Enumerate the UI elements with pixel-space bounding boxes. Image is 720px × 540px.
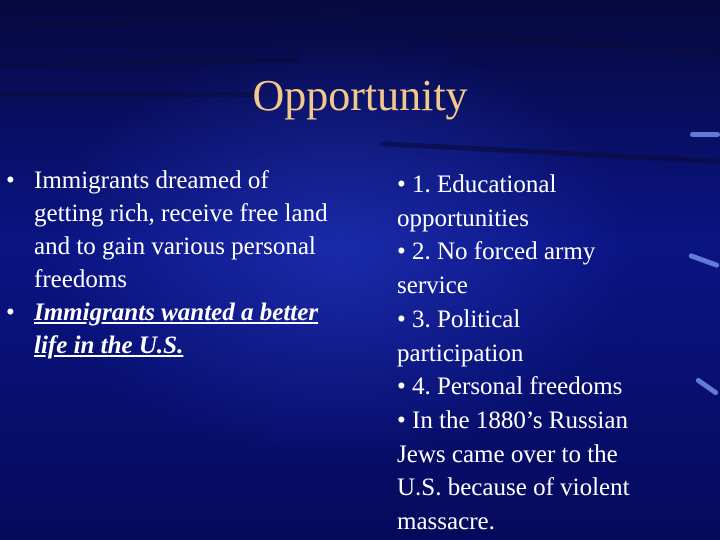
- right-line: opportunities: [397, 204, 529, 232]
- background-streak: [0, 12, 360, 30]
- background-streak: [690, 132, 720, 137]
- right-line: participation: [397, 339, 524, 367]
- right-line: massacre.: [397, 508, 495, 536]
- right-line: Jews came over to the: [397, 440, 618, 468]
- left-bullet-item: [6, 164, 336, 296]
- background-streak: [420, 30, 720, 56]
- right-line: • 4. Personal freedoms: [397, 373, 623, 401]
- right-text-block: [397, 168, 697, 539]
- right-line: service: [397, 272, 468, 300]
- bullet-glyph: •: [6, 299, 15, 326]
- bullet-glyph: •: [6, 167, 15, 194]
- background-streak: [0, 57, 300, 67]
- left-bullet-list: [6, 164, 336, 362]
- background-streak: [695, 377, 719, 396]
- slide-title: Opportunity: [252, 71, 468, 120]
- background-streak: [380, 141, 720, 164]
- left-bullet-text-emphasized: Immigrants wanted a better life in the U.S.: [34, 299, 319, 359]
- right-line: • In the 1880’s Russian: [397, 406, 628, 434]
- right-line: U.S. because of violent: [397, 474, 630, 502]
- right-line: • 3. Political: [397, 305, 521, 333]
- right-line: • 2. No forced army: [397, 238, 596, 266]
- left-bullet-item: [6, 296, 336, 362]
- left-bullet-text: Immigrants dreamed of getting rich, receive free land and to gain various personal freedoms: [34, 167, 328, 293]
- right-line: • 1. Educational: [397, 171, 557, 198]
